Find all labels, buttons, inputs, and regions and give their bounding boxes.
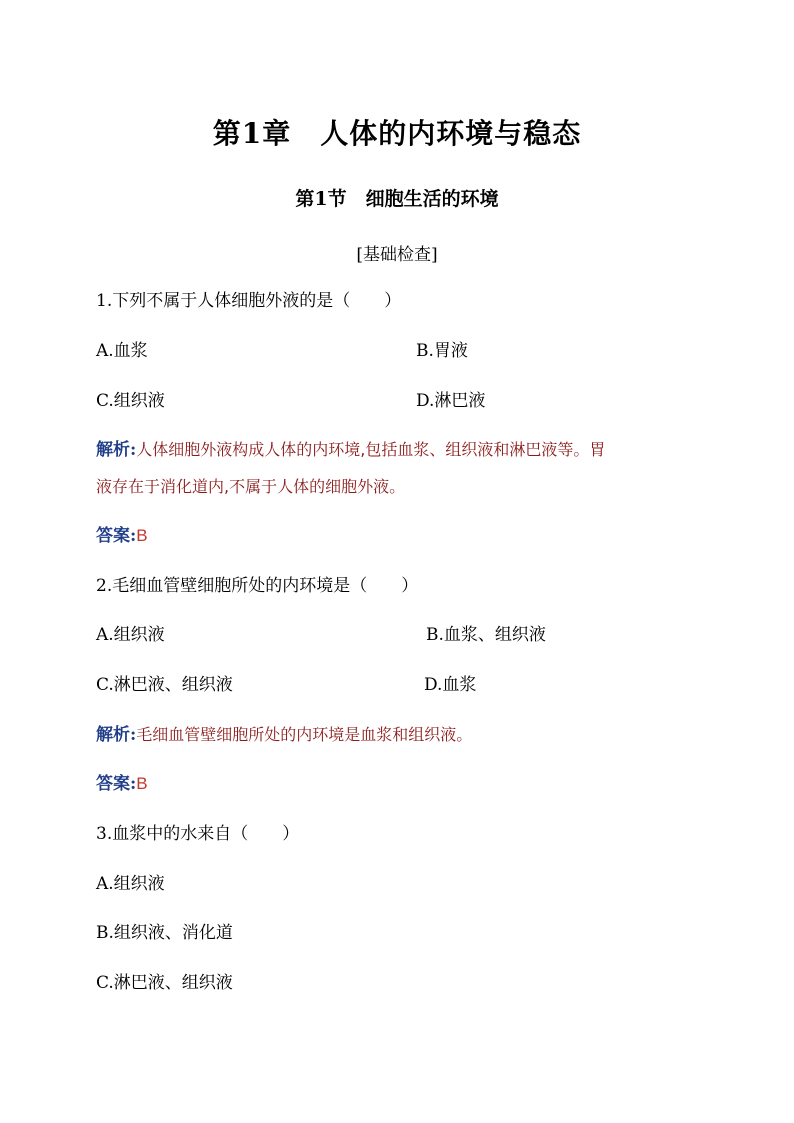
answer-label: 答案: xyxy=(96,774,137,794)
question-1-option-a: A.血浆 xyxy=(96,341,148,361)
analysis-text: 人体细胞外液构成人体的内环境,包括血浆、组织液和淋巴液等。胃 xyxy=(136,440,606,459)
exercise-subheading: [基础检查] xyxy=(356,245,438,265)
question-1-option-b: B.胃液 xyxy=(416,341,468,361)
question-1-answer xyxy=(96,525,148,547)
question-1-analysis xyxy=(96,439,605,461)
question-1-option-c: C.组织液 xyxy=(96,391,165,411)
question-2-answer xyxy=(96,773,148,795)
question-1-option-d: D.淋巴液 xyxy=(416,391,486,411)
question-2-option-d: D.血浆 xyxy=(424,675,477,695)
question-2-option-c: C.淋巴液、组织液 xyxy=(96,675,233,695)
question-1-stem: 1.下列不属于人体细胞外液的是（ ） xyxy=(96,291,402,311)
answer-label: 答案: xyxy=(96,526,137,546)
question-2-option-a: A.组织液 xyxy=(96,625,165,645)
chapter-title: 第1章 人体的内环境与稳态 xyxy=(212,117,582,150)
analysis-label: 解析: xyxy=(96,725,137,745)
question-1-analysis-continued xyxy=(96,476,405,498)
section-title: 第1节 细胞生活的环境 xyxy=(295,188,499,210)
question-2-analysis xyxy=(96,724,472,746)
analysis-label: 解析: xyxy=(96,440,137,460)
question-3-stem: 3.血浆中的水来自（ ） xyxy=(96,824,300,844)
question-3-option-c: C.淋巴液、组织液 xyxy=(96,973,233,993)
answer-value: B xyxy=(136,526,148,545)
question-2-stem: 2.毛细血管壁细胞所处的内环境是（ ） xyxy=(96,576,419,596)
question-3-option-b: B.组织液、消化道 xyxy=(96,923,233,943)
analysis-text: 毛细血管壁细胞所处的内环境是血浆和组织液。 xyxy=(136,725,473,744)
answer-value: B xyxy=(136,774,148,793)
analysis-text: 液存在于消化道内,不属于人体的细胞外液。 xyxy=(96,477,406,496)
question-2-option-b: B.血浆、组织液 xyxy=(426,625,546,645)
question-3-option-a: A.组织液 xyxy=(96,874,165,894)
